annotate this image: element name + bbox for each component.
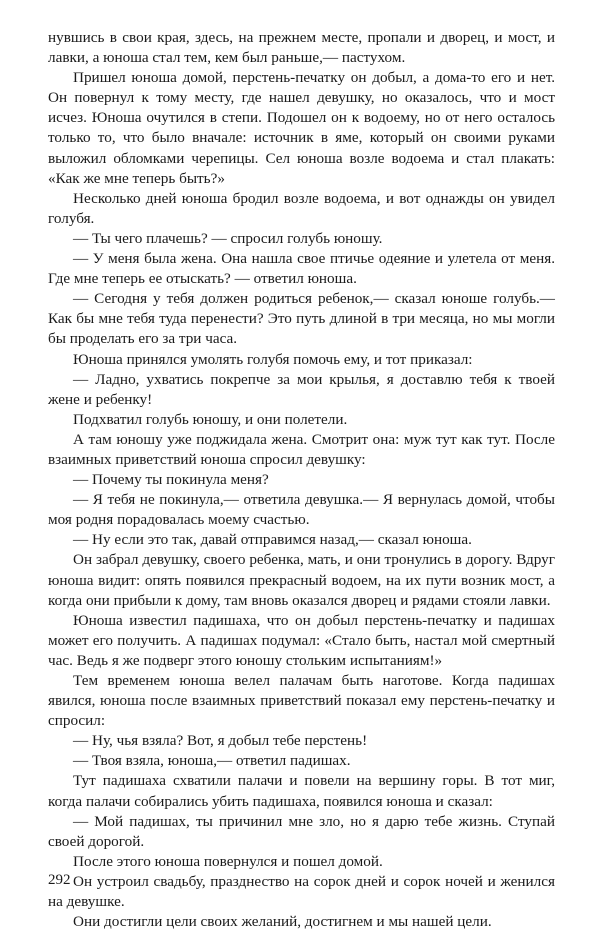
page-body <box>48 28 555 932</box>
paragraph: Несколько дней юноша бродил возле водоема, и вот однажды он увидел голубя. <box>48 189 555 227</box>
paragraph: Они достигли цели своих желаний, достигнем и мы нашей цели. <box>73 913 492 931</box>
paragraph: А там юношу уже поджидала жена. Смотрит она: муж тут как тут. После взаимных приветствий юноша спросил девушку: <box>48 430 555 468</box>
paragraph: — Ты чего плачешь? — спросил голубь юношу. <box>73 229 383 247</box>
paragraph: После этого юноша повернулся и пошел домой. <box>73 852 383 870</box>
paragraph: — Я тебя не покинула,— ответила девушка.— Я вернулась домой, чтобы моя родня порадовалась моему счастью. <box>48 491 555 529</box>
paragraph: Тем временем юноша велел палачам быть наготове. Когда падишах явился, юноша после взаимных приветствий показал ему перстень-печатку и спросил: <box>48 672 555 730</box>
paragraph: Пришел юноша домой, перстень-печатку он добыл, а дома-то его и нет. Он повернул к тому месту, где нашел девушку, но оказалось, что и мост исчез. Юноша очутился в степи. Подошел он к водоему, но от него осталось только то, что было вначале: источник в яме, который он своими руками выложил обломками черепицы. Сел юноша возле водоема и стал плакать: «Как же мне теперь быть?» <box>48 69 555 187</box>
paragraph: нувшись в свои края, здесь, на прежнем месте, пропали и дворец, и мост, и лавки, а юноша стал тем, кем был раньше,— пастухом. <box>48 29 555 67</box>
paragraph: Он устроил свадьбу, празднество на сорок дней и сорок ночей и женился на девушке. <box>48 872 555 911</box>
paragraph: Подхватил голубь юношу, и они полетели. <box>73 410 348 428</box>
paragraph: — Ну если это так, давай отправимся назад,— сказал юноша. <box>73 531 472 549</box>
paragraph: — Сегодня у тебя должен родиться ребенок,— сказал юноше голубь.— Как бы мне тебя туда перенести? Это путь длиной в три месяца, но мы могли бы проделать его за три часа. <box>48 290 555 348</box>
paragraph: — Почему ты покинула меня? <box>73 471 269 489</box>
paragraph: — Мой падишах, ты причинил мне зло, но я дарю тебе жизнь. Ступай своей дорогой. <box>48 812 555 850</box>
paragraph: Юноша принялся умолять голубя помочь ему, и тот приказал: <box>73 350 473 368</box>
paragraph: — Твоя взяла, юноша,— ответил падишах. <box>73 752 351 770</box>
paragraph: Он забрал девушку, своего ребенка, мать, и они тронулись в дорогу. Вдруг юноша видит: опять появился прекрасный водоем, на их пути возник мост, а когда они прибыли к дому, там вновь оказался дворец и рядами стояли лавки. <box>48 551 555 609</box>
paragraph: — Ну, чья взяла? Вот, я добыл тебе перстень! <box>73 732 368 750</box>
paragraph: Юноша известил падишаха, что он добыл перстень-печатку и падишах может его получить. А падишах подумал: «Стало быть, настал мой смертный час. Ведь я же подверг этого юношу стольким испытаниям!» <box>48 611 555 669</box>
paragraph: Тут падишаха схватили палачи и повели на вершину горы. В тот миг, когда палачи собирались убить падишаха, появился юноша и сказал: <box>48 772 555 810</box>
page-number: 292 <box>48 872 71 888</box>
paragraph: — Ладно, ухватись покрепче за мои крылья, я доставлю тебя к твоей жене и ребенку! <box>48 370 555 408</box>
paragraph: — У меня была жена. Она нашла свое птичье одеяние и улетела от меня. Где мне теперь ее отыскать? — ответил юноша. <box>48 250 555 288</box>
